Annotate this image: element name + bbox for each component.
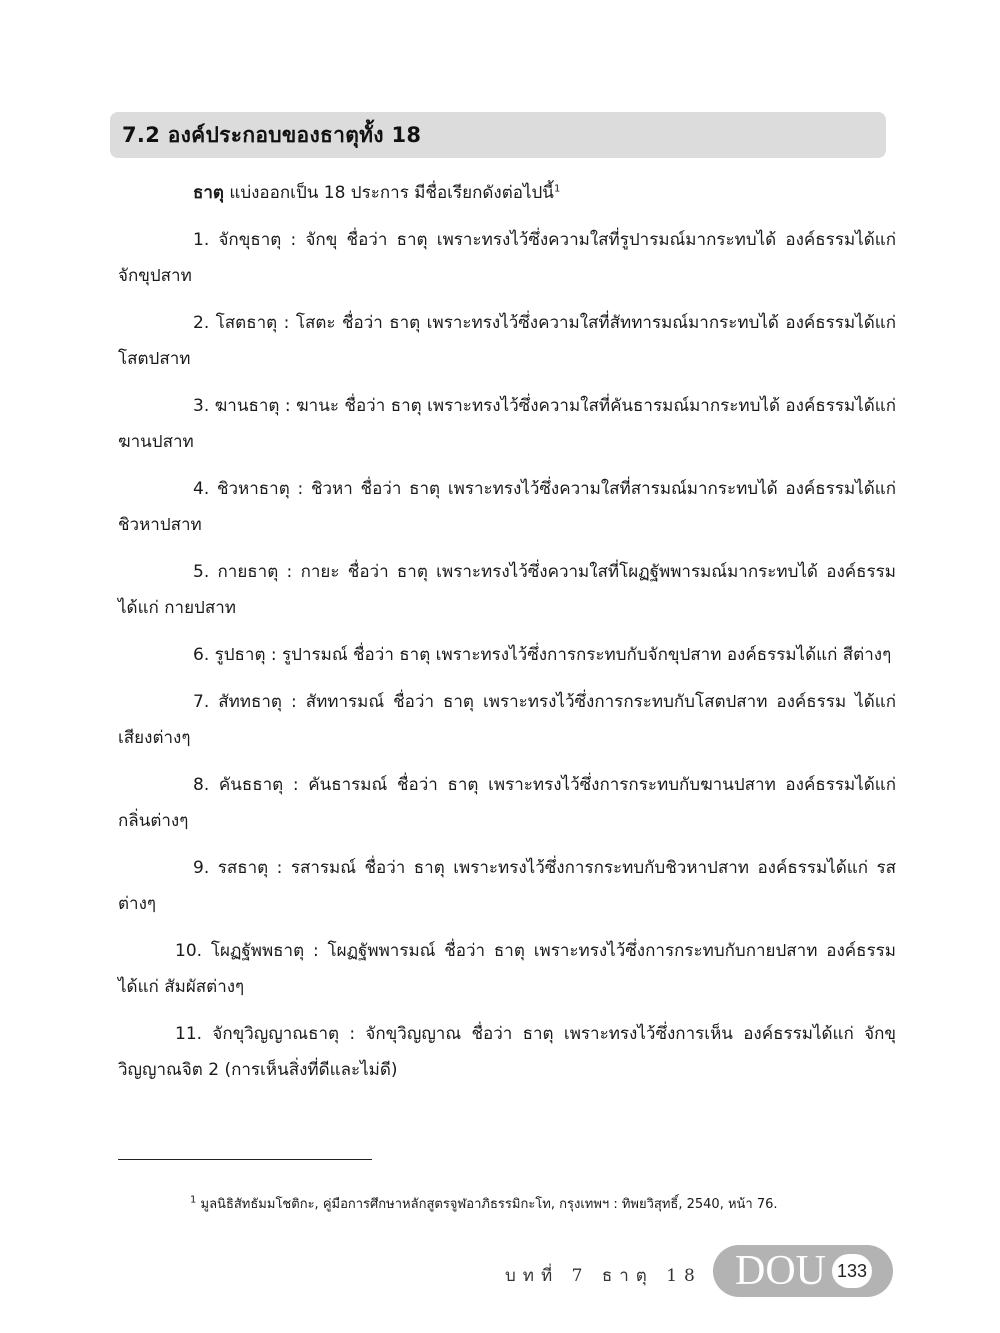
footnote-number: 1: [190, 1194, 197, 1206]
list-item: 5. กายธาตุ : กายะ ชื่อว่า ธาตุ เพราะทรงไว้ซึ่งความใสที่โผฏฐัพพารมณ์มากระทบได้ องค์ธรรมได้แก่ กายปสาท: [118, 562, 896, 618]
section-title: 7.2 องค์ประกอบของธาตุทั้ง 18: [122, 122, 422, 147]
list-item: 4. ชิวหาธาตุ : ชิวหา ชื่อว่า ธาตุ เพราะทรงไว้ซึ่งความใสที่สารมณ์มากระทบได้ องค์ธรรมได้แก่ ชิวหาปสาท: [118, 479, 896, 535]
list-item: 1. จักขุธาตุ : จักขุ ชื่อว่า ธาตุ เพราะทรงไว้ซึ่งความใสที่รูปารมณ์มากระทบได้ องค์ธรรมได้แก่ จักขุปสาท: [118, 230, 896, 286]
section-header-bar: [110, 112, 886, 158]
page-number: 133: [832, 1254, 872, 1288]
list-item: 11. จักขุวิญญาณธาตุ : จักขุวิญญาณ ชื่อว่า ธาตุ เพราะทรงไว้ซึ่งการเห็น องค์ธรรมได้แก่ จักขุวิญญาณจิต 2 (การเห็นสิ่งที่ดีและไม่ดี): [118, 1024, 896, 1080]
footnote: [190, 1195, 900, 1215]
intro-paragraph: [118, 175, 896, 211]
list-item: 6. รูปธาตุ : รูปารมณ์ ชื่อว่า ธาตุ เพราะทรงไว้ซึ่งการกระทบกับจักขุปสาท องค์ธรรมได้แก่ สีต่างๆ: [193, 645, 892, 665]
footnote-text: มูลนิธิสัทธัมมโชติกะ, คู่มือการศึกษาหลักสูตรจูฬอาภิธรรมิกะโท, กรุงเทพฯ : ทิพยวิสุทธิ์, 2540, หน้า 76.: [200, 1197, 778, 1212]
footnote-divider: [118, 1159, 372, 1160]
page-badge: [713, 1245, 893, 1297]
dou-logo: DOU: [735, 1248, 826, 1294]
footnote-reference: 1: [553, 183, 561, 195]
body-text: [118, 175, 896, 1099]
list-item: 9. รสธาตุ : รสารมณ์ ชื่อว่า ธาตุ เพราะทรงไว้ซึ่งการกระทบกับชิวหาปสาท องค์ธรรมได้แก่ รสต่างๆ: [118, 858, 896, 914]
list-item: 7. สัททธาตุ : สัททารมณ์ ชื่อว่า ธาตุ เพราะทรงไว้ซึ่งการกระทบกับโสตปสาท องค์ธรรม ได้แก่ เสียงต่างๆ: [118, 692, 896, 748]
list-item: 10. โผฏฐัพพธาตุ : โผฏฐัพพารมณ์ ชื่อว่า ธาตุ เพราะทรงไว้ซึ่งการกระทบกับกายปสาท องค์ธรรมได้แก่ สัมผัสต่างๆ: [118, 941, 896, 997]
intro-term: ธาตุ: [193, 183, 224, 203]
footer-chapter-title: บทที่ 7 ธาตุ 18: [505, 1266, 702, 1286]
intro-text: แบ่งออกเป็น 18 ประการ มีชื่อเรียกดังต่อไปนี้: [223, 183, 554, 203]
list-item: 3. ฆานธาตุ : ฆานะ ชื่อว่า ธาตุ เพราะทรงไว้ซึ่งความใสที่คันธารมณ์มากระทบได้ องค์ธรรมได้แก่ ฆานปสาท: [118, 396, 896, 452]
list-item: 2. โสตธาตุ : โสตะ ชื่อว่า ธาตุ เพราะทรงไว้ซึ่งความใสที่สัททารมณ์มากระทบได้ องค์ธรรมได้แก่ โสตปสาท: [118, 313, 896, 369]
list-item: 8. คันธธาตุ : คันธารมณ์ ชื่อว่า ธาตุ เพราะทรงไว้ซึ่งการกระทบกับฆานปสาท องค์ธรรมได้แก่ กลิ่นต่างๆ: [118, 775, 896, 831]
